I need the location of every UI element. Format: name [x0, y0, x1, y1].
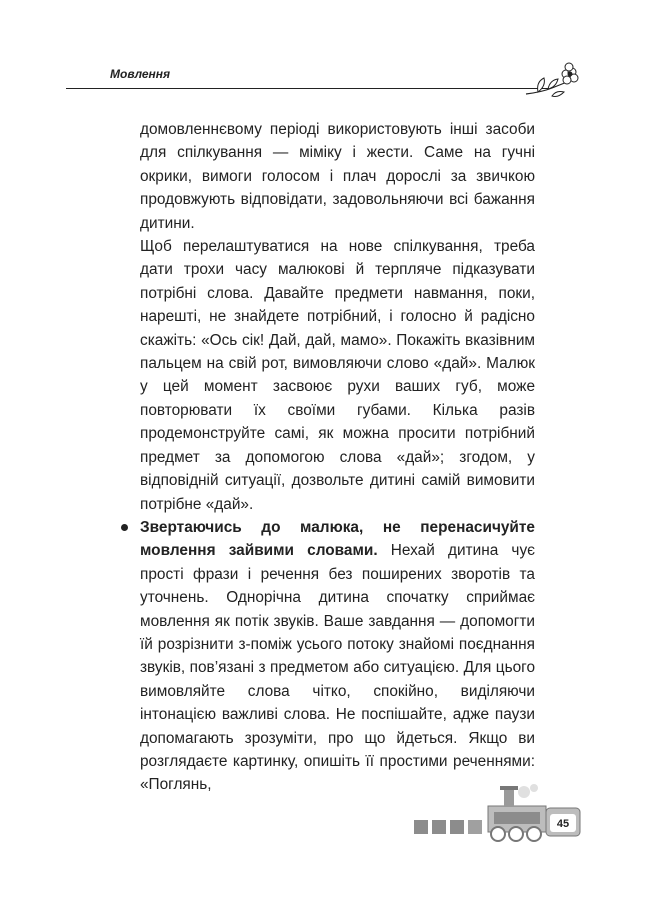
paragraph-continuation: домовленнєвому періоді використовують інші засоби для спілкування — міміку і жести. Саме на гучні окрики, вимоги голосом і плач дорослі за звичкою продовжують відповідати, задовольняючи всі бажання дитини.	[140, 121, 535, 232]
page-number: 45	[556, 818, 570, 830]
body-text	[140, 118, 535, 797]
bullet-body-text: Нехай дитина чує прості фрази і речення без поширених зворотів та уточнень. Однорічна дитина спочатку сприймає мовлення як потік звуків. Ваше завдання — допомогти їй розрізнити з-поміж усього потоку знайомі поєднання звуків, пов’язані з предметом або ситуацією. Для цього вимовляйте слова чітко, спокійно, виділяючи інтонацією важливі слова. Не поспішайте, адже паузи допомагають зрозуміти, про що йдеться. Якщо ви розглядаєте картинку, опишіть її простими реченнями: «Поглянь,	[140, 542, 535, 794]
bullet-dot-icon	[121, 524, 128, 531]
flower-leaves-icon	[522, 62, 582, 102]
paragraph-advice: Щоб перелаштуватися на нове спілкування, треба дати трохи часу малюкові й терпляче підказувати потрібні слова. Давайте предмети навмання, поки, нарешті, не знайдете потрібний, і голосно й радісно скажіть: «Ось сік! Дай, дай, мамо». Покажіть вказівним пальцем на свій рот, вимовляючи слово «дай». Малюк у цей момент засвоює рухи ваших губ, може повторювати їх своїми губами. Кілька разів продемонструйте самі, як можна просити потрібний предмет за допомогою слова «дай»; згодом, у відповідній ситуації, дозвольте дитині самій вимовити потрібне «дай».	[140, 238, 535, 513]
bullet-item	[140, 516, 535, 797]
header-rule	[66, 88, 548, 89]
bullet-paragraph	[140, 516, 535, 797]
header-section-title: Мовлення	[110, 67, 171, 81]
bullet-bold-lead: Звертаючись до малюка, не перенасичуйте мовлення зайвими словами.	[140, 518, 535, 560]
